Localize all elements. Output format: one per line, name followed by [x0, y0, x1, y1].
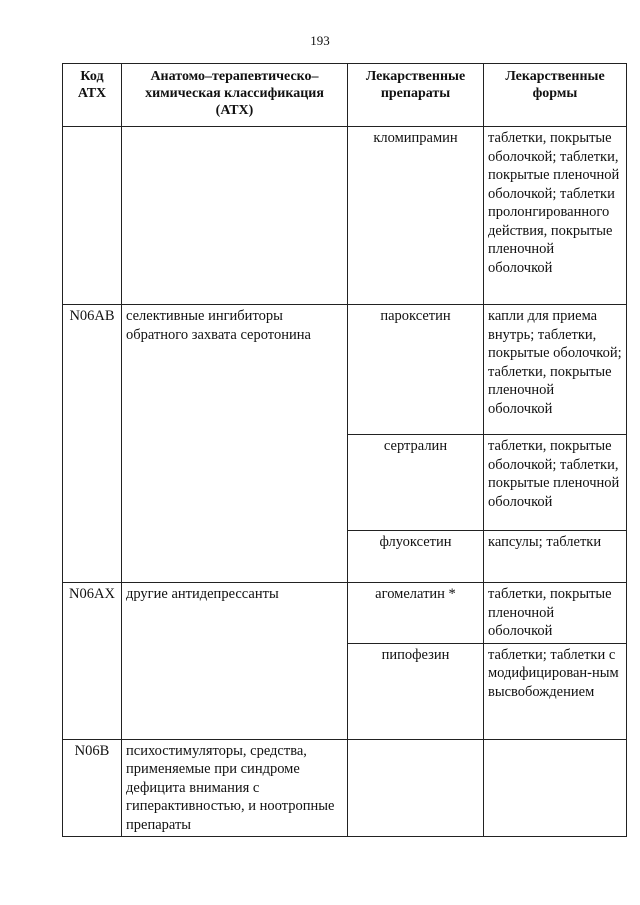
table-row [63, 127, 627, 305]
header-classification: Анатомо–терапевтическо–химическая классификация (АТХ) [122, 64, 348, 127]
table-row [63, 643, 627, 739]
table-row [63, 435, 627, 531]
atx-code-cell: N06AX [63, 583, 122, 644]
forms-cell: таблетки; таблетки с модифицирован-ным высвобождением [484, 643, 627, 739]
atx-code-cell [63, 435, 122, 531]
drug-cell: кломипрамин [348, 127, 484, 305]
atx-table [62, 63, 627, 837]
classification-cell: другие антидепрессанты [122, 583, 348, 644]
drug-cell: флуоксетин [348, 531, 484, 583]
forms-cell: таблетки, покрытые оболочкой; таблетки, покрытые пленочной оболочкой; таблетки пролонгированного действия, покрытые пленочной оболочкой [484, 127, 627, 305]
atx-code-cell: N06B [63, 739, 122, 837]
forms-cell [484, 739, 627, 837]
table-row [63, 583, 627, 644]
atx-code-cell [63, 127, 122, 305]
drug-cell: пароксетин [348, 305, 484, 435]
classification-cell [122, 435, 348, 531]
forms-cell: таблетки, покрытые оболочкой; таблетки, покрытые пленочной оболочкой [484, 435, 627, 531]
forms-cell: капли для приема внутрь; таблетки, покрытые оболочкой; таблетки, покрытые пленочной оболочкой [484, 305, 627, 435]
classification-cell: психостимуляторы, средства, применяемые при синдроме дефицита внимания с гиперактивностью, и ноотропные препараты [122, 739, 348, 837]
atx-code-cell: N06AB [63, 305, 122, 435]
drug-cell: пипофезин [348, 643, 484, 739]
table-row [63, 531, 627, 583]
table-row [63, 305, 627, 435]
classification-cell: селективные ингибиторы обратного захвата серотонина [122, 305, 348, 435]
header-drugs: Лекарственные препараты [348, 64, 484, 127]
classification-cell [122, 127, 348, 305]
drug-cell: сертралин [348, 435, 484, 531]
header-forms: Лекарственные формы [484, 64, 627, 127]
drug-cell: агомелатин * [348, 583, 484, 644]
drug-cell [348, 739, 484, 837]
table-row [63, 739, 627, 837]
page-number: 193 [310, 33, 330, 48]
forms-cell: таблетки, покрытые пленочной оболочкой [484, 583, 627, 644]
atx-code-cell [63, 531, 122, 583]
classification-cell [122, 643, 348, 739]
classification-cell [122, 531, 348, 583]
header-code: Код АТХ [63, 64, 122, 127]
atx-code-cell [63, 643, 122, 739]
forms-cell: капсулы; таблетки [484, 531, 627, 583]
table-header-row [63, 64, 627, 127]
